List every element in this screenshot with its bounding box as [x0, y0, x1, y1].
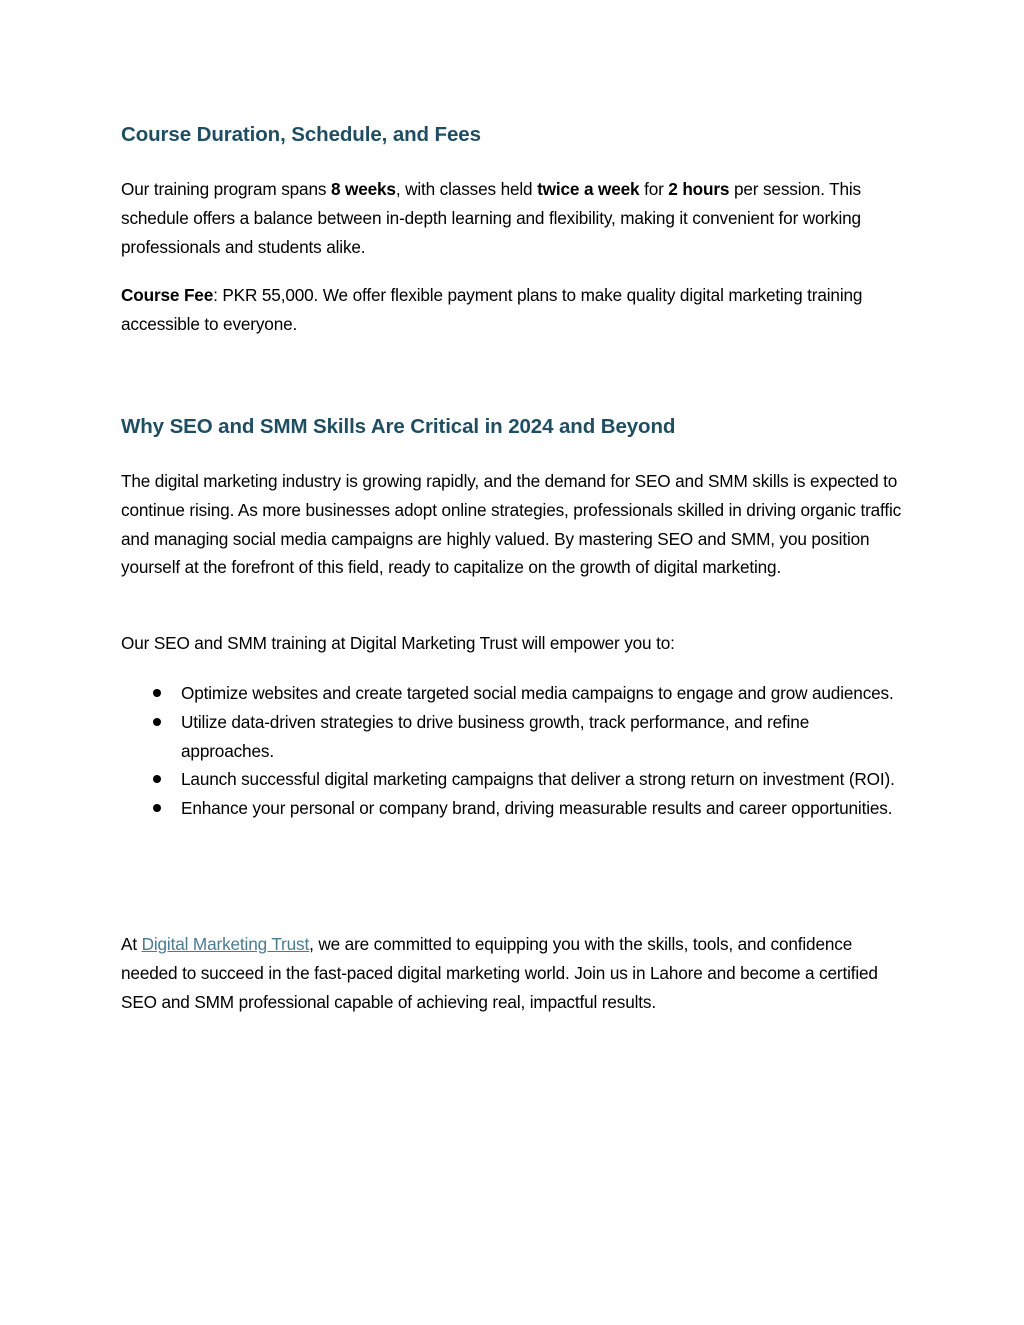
- list-item-text: Utilize data-driven strategies to drive business growth, track performance, and refine approaches.: [181, 711, 810, 761]
- list-item-text: Enhance your personal or company brand, driving measurable results and career opportunities.: [181, 798, 893, 819]
- text-span: At: [121, 934, 142, 954]
- list-item-text: Launch successful digital marketing campaigns that deliver a strong return on investment (ROI).: [181, 769, 895, 790]
- text-span: for: [639, 179, 669, 199]
- course-fee-text: : PKR 55,000. We offer flexible payment plans to make quality digital marketing training accessible to everyone.: [121, 285, 863, 334]
- paragraph-program-schedule: [121, 175, 906, 261]
- bold-frequency: twice a week: [537, 179, 640, 199]
- paragraph-industry-growth: The digital marketing industry is growing rapidly, and the demand for SEO and SMM skills is expected to continue rising. As more businesses adopt online strategies, professionals skilled in driving organic traffic and managing social media campaigns are highly valued. By mastering SEO and SMM, you position yourself at the forefront of this field, ready to capitalize on the growth of digital marketing.: [121, 471, 902, 578]
- text-span: , we are committed to equipping you with the skills, tools, and confidence needed to succeed in the fast-paced digital marketing world. Join us in Lahore and become a certified SEO and SMM professional capable of achieving real, impactful results.: [121, 934, 878, 1012]
- text-span: Our training program spans: [121, 179, 331, 199]
- bullet-icon: [153, 804, 161, 812]
- text-span: per session. This schedule offers a balance between in-depth learning and flexibility, making it convenient for working professionals and students alike.: [121, 179, 862, 257]
- paragraph-empower-intro: Our SEO and SMM training at Digital Marketing Trust will empower you to:: [121, 633, 675, 653]
- digital-marketing-trust-link[interactable]: Digital Marketing Trust: [141, 934, 310, 954]
- paragraph-closing: [121, 930, 906, 1016]
- course-fee-label: Course Fee: [121, 285, 214, 305]
- benefits-list: [121, 679, 906, 823]
- paragraph-course-fee: [121, 281, 906, 339]
- bold-duration: 8 weeks: [330, 179, 396, 199]
- heading-course-duration: Course Duration, Schedule, and Fees: [121, 123, 481, 146]
- bullet-icon: [153, 718, 161, 726]
- list-item: [121, 765, 906, 794]
- list-item: [121, 794, 906, 823]
- text-span: , with classes held: [395, 179, 538, 199]
- heading-why-seo-smm: Why SEO and SMM Skills Are Critical in 2024 and Beyond: [121, 415, 676, 438]
- list-item: [121, 708, 906, 766]
- list-item-text: Optimize websites and create targeted social media campaigns to engage and grow audiences.: [181, 683, 894, 703]
- bold-hours: 2 hours: [668, 179, 730, 199]
- bullet-icon: [153, 689, 161, 697]
- bullet-icon: [153, 775, 161, 783]
- list-item: [121, 679, 906, 708]
